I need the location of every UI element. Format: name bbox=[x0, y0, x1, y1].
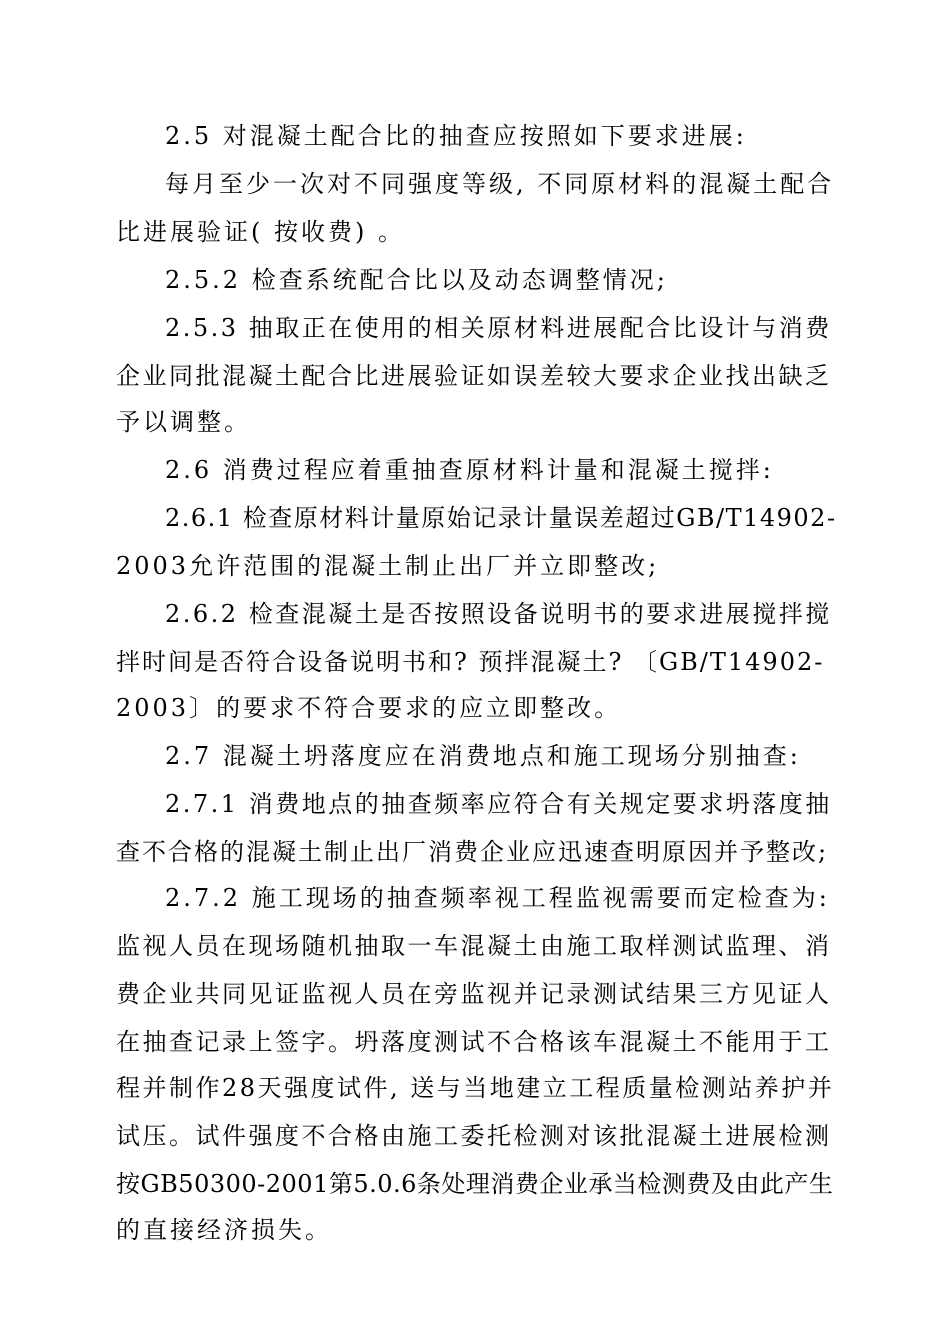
text-line: 2.7.2 施工现场的抽查频率视工程监视需要而定检查为: bbox=[165, 884, 830, 912]
text-line: 2.7 混凝土坍落度应在消费地点和施工现场分别抽查: bbox=[165, 742, 801, 770]
text-line: 2003允许范围的混凝土制止出厂并立即整改; bbox=[116, 552, 660, 580]
text-line: 予以调整。 bbox=[116, 408, 251, 436]
text-line: 2.5.2 检查系统配合比以及动态调整情况; bbox=[165, 266, 668, 294]
text-line: 试压。试件强度不合格由施工委托检测对该批混凝土进展检测 bbox=[116, 1122, 832, 1150]
text-line: 2.6.2 检查混凝土是否按照设备说明书的要求进展搅拌搅 bbox=[165, 600, 832, 628]
text-line: 每月至少一次对不同强度等级, 不同原材料的混凝土配合 bbox=[165, 170, 835, 198]
text-line: 比进展验证( 按收费) 。 bbox=[116, 218, 405, 246]
text-line: 2.7.1 消费地点的抽查频率应符合有关规定要求坍落度抽 bbox=[165, 790, 832, 818]
text-line: 2.5 对混凝土配合比的抽查应按照如下要求进展: bbox=[165, 122, 747, 150]
text-line: 2.6 消费过程应着重抽查原材料计量和混凝土搅拌: bbox=[165, 456, 774, 484]
text-line: 程并制作28天强度试件, 送与当地建立工程质量检测站养护并 bbox=[116, 1074, 835, 1102]
text-line: 监视人员在现场随机抽取一车混凝土由施工取样测试监理、消 bbox=[116, 932, 832, 960]
text-line: 在抽查记录上签字。坍落度测试不合格该车混凝土不能用于工 bbox=[116, 1028, 832, 1056]
text-line: 按GB50300-2001第5.0.6条处理消费企业承当检测费及由此产生 bbox=[116, 1170, 834, 1198]
text-line: 企业同批混凝土配合比进展验证如误差较大要求企业找出缺乏 bbox=[116, 362, 832, 390]
text-line: 2003〕的要求不符合要求的应立即整改。 bbox=[116, 694, 622, 722]
text-line: 拌时间是否符合设备说明书和? 预拌混凝土? 〔GB/T14902- bbox=[116, 648, 825, 676]
text-line: 费企业共同见证监视人员在旁监视并记录测试结果三方见证人 bbox=[116, 980, 832, 1008]
text-line: 2.5.3 抽取正在使用的相关原材料进展配合比设计与消费 bbox=[165, 314, 832, 342]
text-line: 查不合格的混凝土制止出厂消费企业应迅速查明原因并予整改; bbox=[116, 838, 829, 866]
text-line: 的直接经济损失。 bbox=[116, 1216, 332, 1244]
text-line: 2.6.1 检查原材料计量原始记录计量误差超过GB/T14902- bbox=[165, 504, 837, 532]
